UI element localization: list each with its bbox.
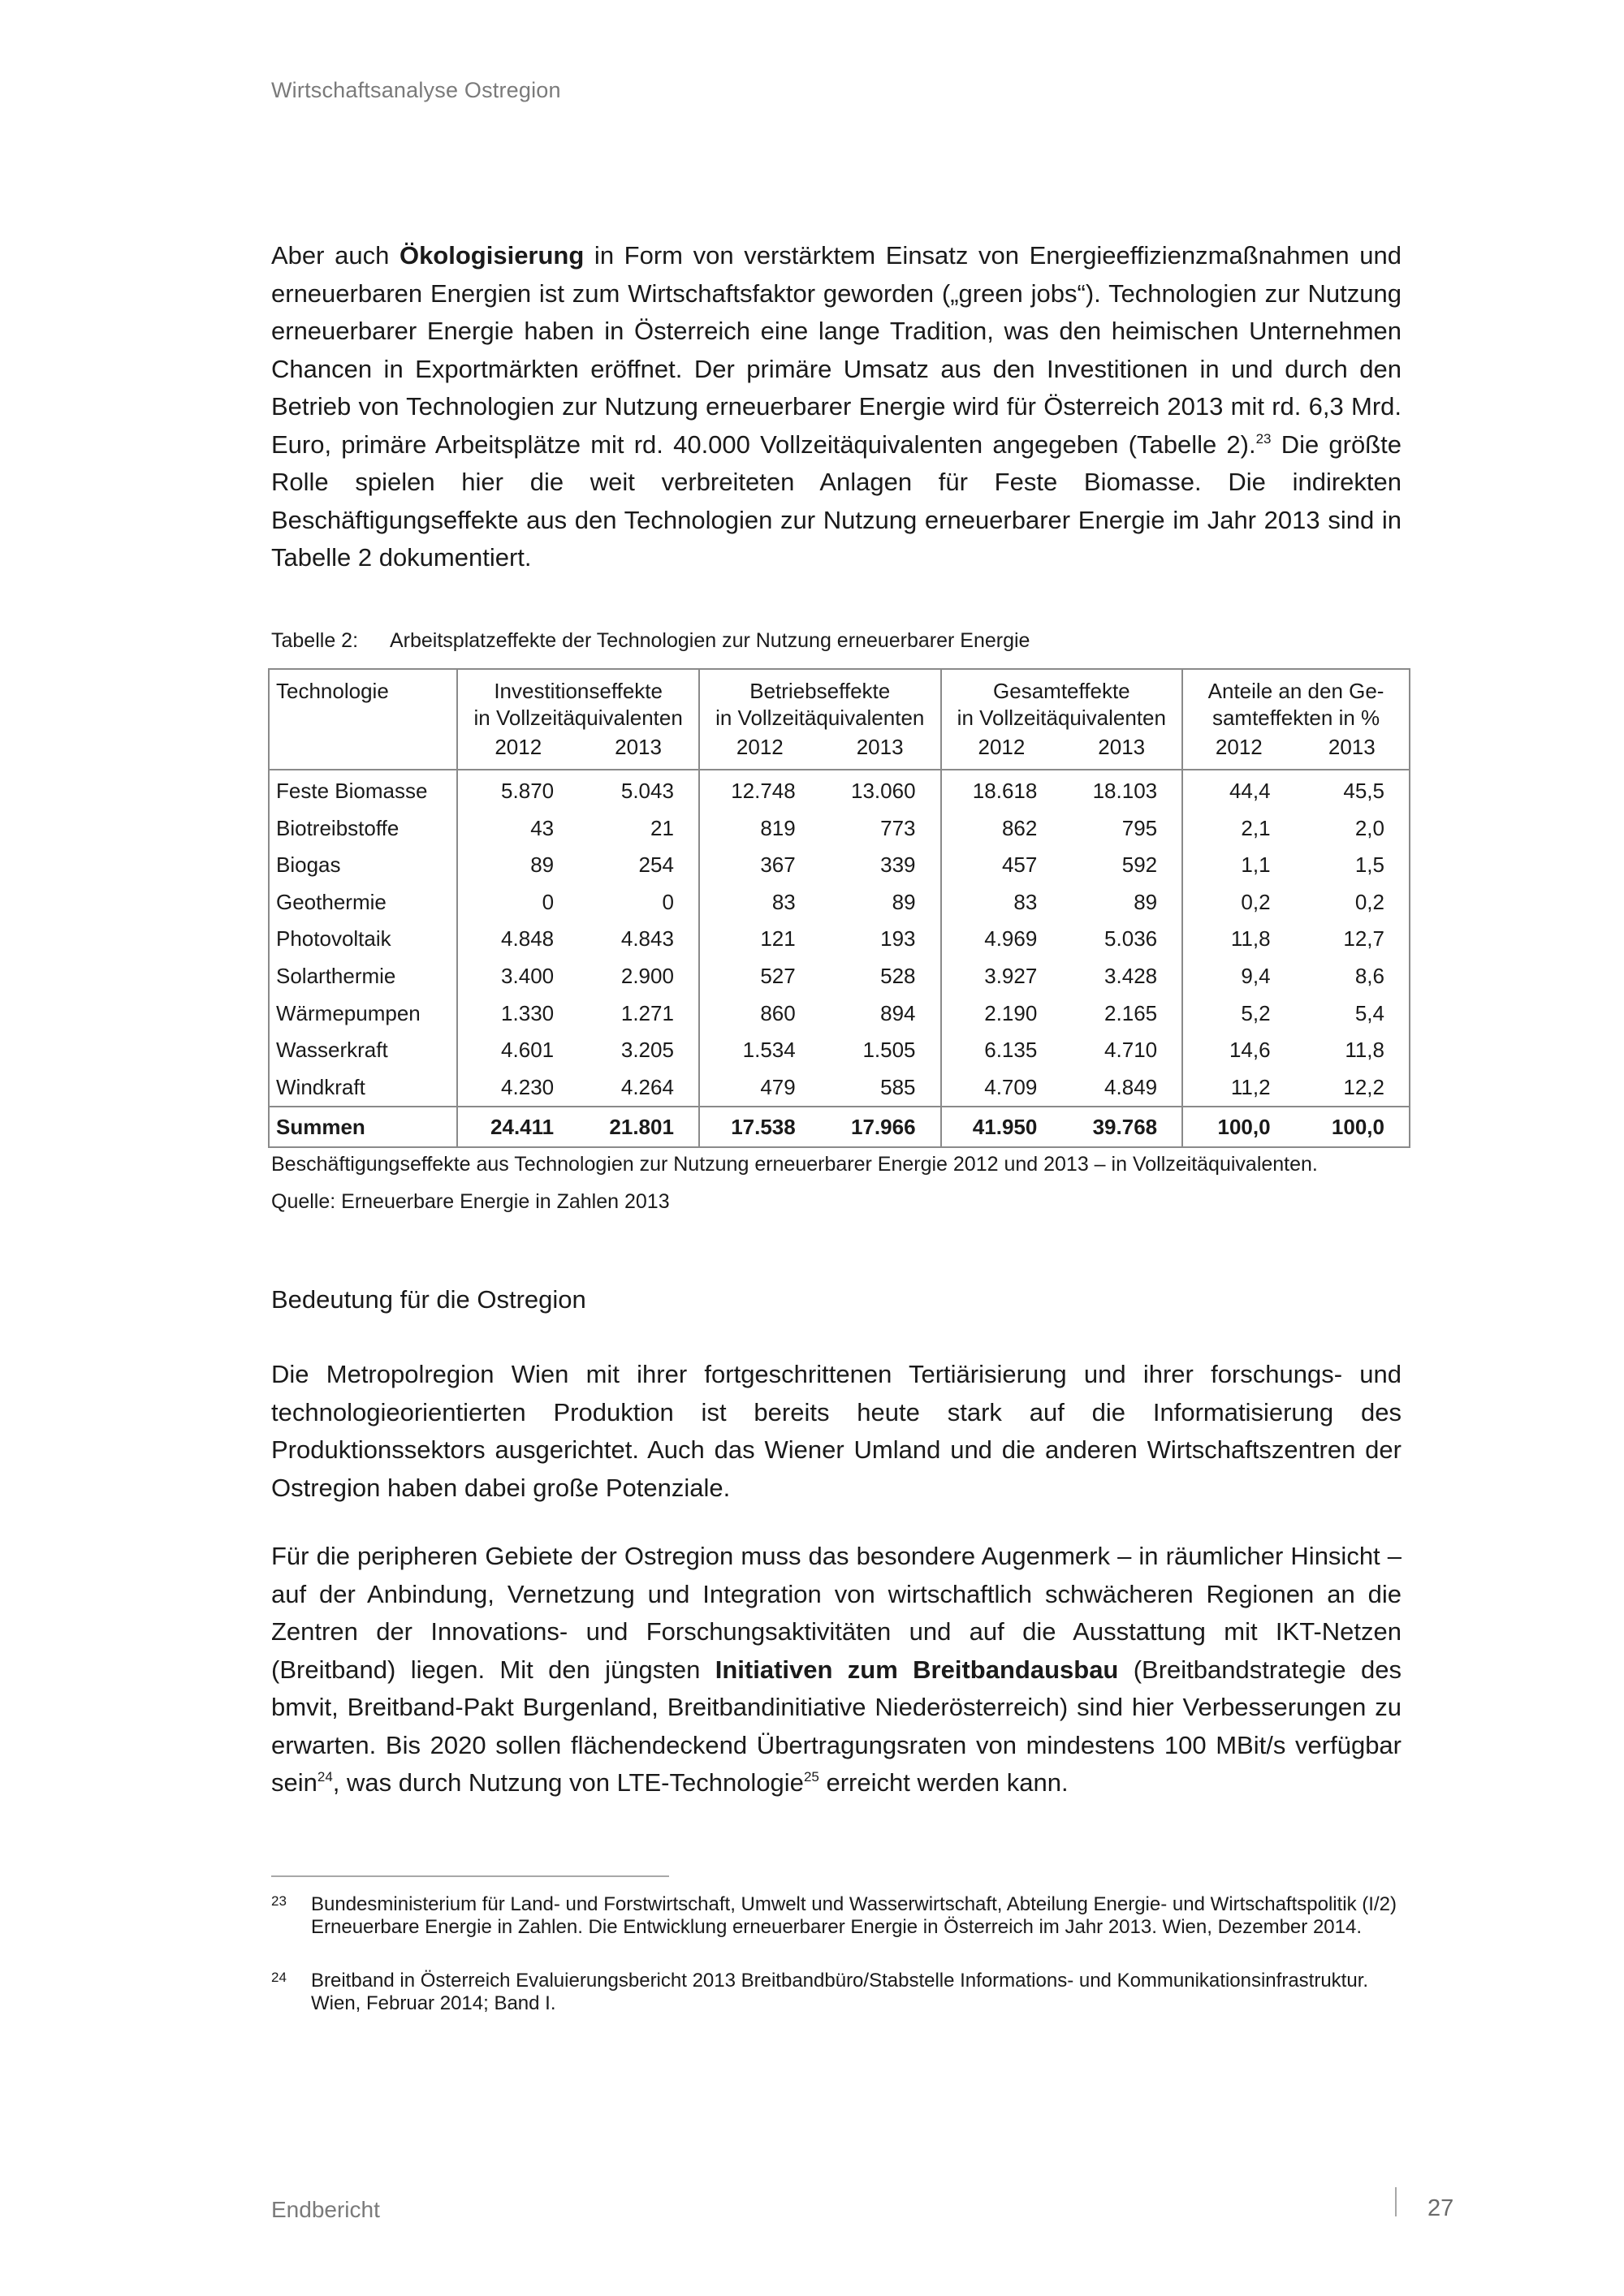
table-cell: 11,8 [1295,1032,1410,1069]
table-row [269,884,1410,921]
table-cell: 24.411 [457,1107,578,1147]
group-label: Gesamteffekte [993,679,1130,703]
row-label: Photovoltaik [269,921,457,958]
table-body [269,770,1410,1107]
table-cell: 6.135 [941,1032,1062,1069]
table-cell: 11,8 [1182,921,1294,958]
table-row [269,921,1410,958]
year-header: 2013 [578,732,699,770]
table-cell: 21 [650,815,674,840]
row-label: Wasserkraft [269,1032,457,1069]
paragraph-metropolregion: Die Metropolregion Wien mit ihrer fortgeschrittenen Tertiärisierung und ihrer forschungs- und technologieorientierten Produktion ist bereits heute stark auf die Informatisierung des Produktionssektors ausgerichtet. Auch das Wiener Umland und die anderen Wirtschaftszentren der Ostregion haben dabei große Potenziale. [271,1360,1402,1502]
year-header: 2012 [941,732,1062,770]
paragraph-text: Aber auch [271,241,400,270]
table-cell: 4.849 [1104,1074,1158,1099]
row-label: Biotreibstoffe [269,810,457,848]
table-cell: 479 [699,1069,820,1107]
paragraph-text: in Form von verstärktem Einsatz von Energieeffizienzmaßnahmen und erneuerbaren Energien ist zum Wirtschaftsfaktor geworden („green jobs“). Technologien zur Nutzung erneuerbarer Energie haben in Österreich eine lange Tradition, was den heimischen Unternehmen Chancen in Exportmärkten eröffnet. Der primäre Umsatz aus den Investitionen in und durch den Betrieb von Technologien zur Nutzung erneuerbarer Energie wird für Österreich 2013 mit rd. 6,3 Mrd. Euro, primäre Arbeitsplätze mit rd. 40.000 Vollzeitäquivalenten angegeben (Tabelle 2). [271,241,1402,459]
employment-effects-table [268,668,1410,1148]
row-label: Feste Biomasse [269,770,457,810]
footer-label: Endbericht [271,2197,380,2222]
table-cell: 1.534 [699,1032,820,1069]
table-cell: 4.969 [941,921,1062,958]
table-cell: 367 [699,847,820,884]
table-cell: 89 [457,847,578,884]
year-header: 2013 [820,732,941,770]
table-source: Quelle: Erneuerbare Energie in Zahlen 2013 [271,1190,670,1213]
footnote-ref[interactable]: 24 [317,1769,333,1785]
empty-cell [269,732,457,770]
table-row [269,810,1410,848]
table-cell: 254 [638,852,674,878]
header-row [269,669,1410,732]
paragraph-text: Für die peripheren Gebiete der Ostregion muss das besondere Augenmerk – in räumlicher Hinsicht – auf der Anbindung, Vernetzung und Integration von wirtschaftlich schwächeren Regionen an die Zentren der Innovations- und Forschungsaktivitäten und auf die Ausstattung mit IKT-Netzen (Breitband) liegen. Mit den jüngsten [271,1542,1402,1684]
table-cell: 100,0 [1182,1107,1294,1147]
table-cell: 17.538 [699,1107,820,1147]
group-sublabel: samteffekten in % [1212,706,1380,730]
footnote-number: 24 [271,1970,287,1985]
year-header: 2012 [1182,732,1294,770]
table-number: Tabelle 2: [271,629,359,652]
year-header: 2013 [1295,732,1410,770]
table-cell: 11,2 [1182,1069,1294,1107]
table-cell: 5.870 [457,770,578,810]
footnote-text: Breitband in Österreich Evaluierungsbericht 2013 Breitbandbüro/Stabstelle Informations- und Kommunikationsinfrastruktur. Wien, Februar 2014; Band I. [311,1970,1369,2014]
table-cell: 12,7 [1295,921,1410,958]
table-cell: 39.768 [1061,1107,1182,1147]
table-row [269,1032,1410,1069]
paragraph-oekologisierung [271,237,1402,577]
year-header: 2012 [457,732,578,770]
group-sublabel: in Vollzeitäquivalenten [957,706,1166,730]
table-cell: 2,0 [1295,810,1410,848]
table-cell: 12.748 [699,770,820,810]
table-cell: 4.709 [941,1069,1062,1107]
table-cell: 121 [699,921,820,958]
table-cell: 862 [941,810,1062,848]
year-header: 2013 [1061,732,1182,770]
group-label: Investitionseffekte [494,679,663,703]
table-cell: 13.060 [851,779,916,803]
table-cell: 795 [1121,815,1158,840]
row-label: Geothermie [269,884,457,921]
page-number: 27 [1427,2195,1454,2221]
table-cell: 528 [880,963,916,988]
table-cell: 17.966 [820,1107,941,1147]
row-label: Wärmepumpen [269,995,457,1033]
table-row [269,847,1410,884]
table-cell: 3.927 [941,958,1062,995]
footnote-number: 23 [271,1893,287,1909]
table-cell: 1,5 [1295,847,1410,884]
table-cell: 83 [941,884,1062,921]
sum-row [269,1107,1410,1147]
footnote-ref[interactable]: 23 [1255,430,1272,447]
column-group-investment [457,669,699,732]
table-cell: 0 [457,884,578,921]
footnote-text: Bundesministerium für Land- und Forstwirtschaft, Umwelt und Wasserwirtschaft, Abteilung Energie- und Wirtschaftspolitik (I/2) Erneuerbare Energie in Zahlen. Die Entwicklung erneuerbarer Energie in Österreich im Jahr 2013. Wien, Dezember 2014. [311,1893,1397,1938]
row-label: Windkraft [269,1069,457,1107]
table-cell: 18.103 [1092,779,1158,803]
table-cell: 5.036 [1104,926,1158,952]
table-cell: 4.843 [620,926,674,952]
paragraph-text: (Breitbandstrategie des bmvit, Breitband-Pakt Burgenland, Breitbandinitiative Niederösterreich) sind hier Verbesserungen zu erwarten. Bis 2020 sollen flächendeckend Übertragungsraten von mindestens 100 MBit/s verfügbar sein [271,1655,1402,1797]
table-cell: 4.710 [1104,1038,1158,1063]
table-note: Beschäftigungseffekte aus Technologien zur Nutzung erneuerbarer Energie 2012 und 2013 – in Vollzeitäquivalenten. [271,1153,1318,1176]
bold-term: Ökologisierung [399,241,585,270]
row-label: Solarthermie [269,958,457,995]
table-cell: 339 [880,852,916,878]
year-header: 2012 [699,732,820,770]
table-row [269,1069,1410,1107]
table-cell: 1.330 [457,995,578,1033]
table-cell: 3.205 [620,1038,674,1063]
table-cell: 21.801 [578,1107,699,1147]
table-row [269,995,1410,1033]
table-cell: 585 [880,1074,916,1099]
footer-divider [1395,2187,1397,2216]
table-cell: 5,2 [1182,995,1294,1033]
table-cell: 14,6 [1182,1032,1294,1069]
table-cell: 5.043 [620,779,674,803]
table-cell: 457 [941,847,1062,884]
table-cell: 44,4 [1182,770,1294,810]
table-row [269,770,1410,810]
table-cell: 1.505 [862,1038,916,1063]
table-cell: 3.428 [1104,963,1158,988]
table-cell: 8,6 [1295,958,1410,995]
table-cell: 527 [699,958,820,995]
footnote-24 [271,1970,1408,2015]
table-cell: 819 [699,810,820,848]
table-cell: 41.950 [941,1107,1062,1147]
table-cell: 2,1 [1182,810,1294,848]
table-cell: 193 [880,926,916,952]
column-group-share [1182,669,1410,732]
running-header: Wirtschaftsanalyse Ostregion [271,78,561,102]
table-cell: 0,2 [1182,884,1294,921]
column-group-total [941,669,1183,732]
table-cell: 5,4 [1295,995,1410,1033]
group-label: Anteile an den Ge- [1207,679,1384,703]
year-header-row [269,732,1410,770]
table-cell: 894 [880,1000,916,1025]
row-label: Biogas [269,847,457,884]
group-sublabel: in Vollzeitäquivalenten [473,706,683,730]
table-cell: 89 [892,889,916,914]
paragraph-text: erreicht werden kann. [818,1768,1069,1797]
table-cell: 0 [662,889,674,914]
footnote-ref[interactable]: 25 [803,1769,819,1785]
section-heading: Bedeutung für die Ostregion [271,1285,586,1314]
table-cell: 1,1 [1182,847,1294,884]
footnote-divider [271,1875,669,1877]
table-caption [271,629,1030,653]
paragraph-text: Die größte Rolle spielen hier die weit verbreiteten Anlagen für Feste Biomasse. Die indirekten Beschäftigungseffekte aus den Technologien zur Nutzung erneuerbarer Energie im Jahr 2013 sind in Tabelle 2 dokumentiert. [271,429,1402,572]
table-cell: 89 [1134,889,1158,914]
table-title: Arbeitsplatzeffekte der Technologien zur Nutzung erneuerbarer Energie [390,629,1030,652]
table-cell: 2.165 [1104,1000,1158,1025]
table-cell: 3.400 [457,958,578,995]
table-cell: 773 [880,815,916,840]
bold-term: Initiativen zum Breitbandausbau [715,1655,1119,1684]
table-cell: 4.601 [457,1032,578,1069]
table-cell: 12,2 [1295,1069,1410,1107]
column-group-operation [699,669,941,732]
paragraph-periphere-gebiete [271,1538,1402,1802]
paragraph-text: , was durch Nutzung von LTE-Technologie [332,1768,804,1797]
table-cell: 9,4 [1182,958,1294,995]
table-cell: 0,2 [1295,884,1410,921]
table-cell: 4.230 [457,1069,578,1107]
table-cell: 100,0 [1295,1107,1410,1147]
table-cell: 2.900 [620,963,674,988]
footnote-23 [271,1893,1408,1939]
table-cell: 83 [699,884,820,921]
table-cell: 1.271 [620,1000,674,1025]
table-cell: 860 [699,995,820,1033]
table-cell: 4.264 [620,1074,674,1099]
table-cell: 43 [457,810,578,848]
table-cell: 4.848 [457,921,578,958]
table-cell: 2.190 [941,995,1062,1033]
table-cell: 18.618 [941,770,1062,810]
table-cell: 592 [1121,852,1158,878]
group-sublabel: in Vollzeitäquivalenten [715,706,925,730]
table-row [269,958,1410,995]
row-label: Summen [269,1107,457,1147]
column-header-technology: Technologie [269,669,457,732]
table-cell: 45,5 [1295,770,1410,810]
group-label: Betriebseffekte [749,679,891,703]
